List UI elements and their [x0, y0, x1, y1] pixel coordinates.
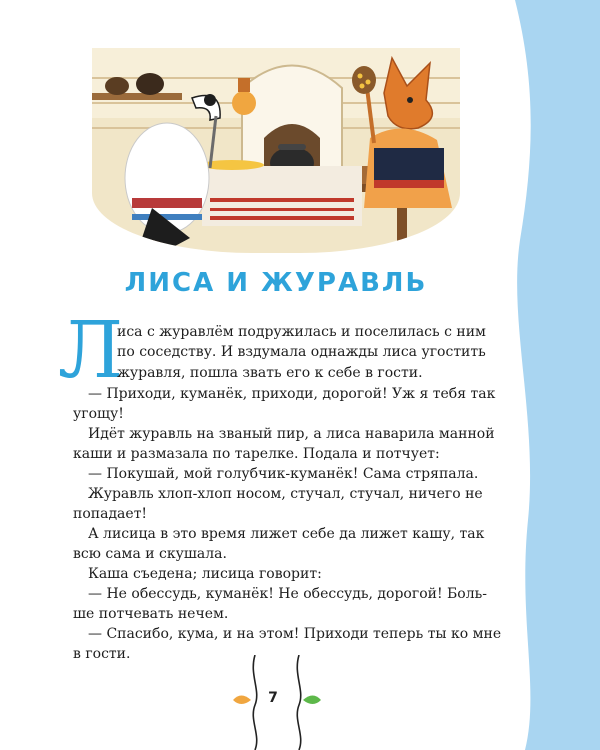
- story-line: Каша съедена; лисица говорит:: [88, 566, 322, 582]
- story-line: журавля, пошла звать его к себе в гости.: [117, 365, 423, 381]
- story-line: всю сама и скушала.: [73, 546, 227, 562]
- story-line: каши и размазала по тарелке. Подала и потчует:: [73, 446, 440, 462]
- decorative-side-band: [510, 0, 600, 750]
- story-line: — Приходи, куманёк, приходи, дорогой! Уж я тебя так: [88, 386, 496, 402]
- story-line: в гости.: [73, 646, 131, 662]
- story-line: — Спасибо, кума, и на этом! Приходи теперь ты ко мне: [88, 626, 502, 642]
- page-number: 7: [268, 690, 278, 706]
- story-line: попадает!: [73, 506, 148, 522]
- drop-cap: Л: [58, 306, 124, 396]
- story-line: угощу!: [73, 406, 124, 422]
- story-line: по соседству. И вздумала однажды лиса угостить: [117, 344, 486, 360]
- story-line: А лисица в это время лижет себе да лижет кашу, так: [88, 526, 485, 542]
- story-line: Журавль хлоп-хлоп носом, стучал, стучал, ничего не: [88, 486, 483, 502]
- story-line: ше потчевать нечем.: [73, 606, 229, 622]
- story-line: иса с журавлём подружилась и поселилась с ним: [117, 324, 486, 340]
- story-line: — Не обессудь, куманёк! Не обессудь, дорогой! Боль-: [88, 586, 487, 602]
- story-line: Идёт журавль на званый пир, а лиса наварила манной: [88, 426, 495, 442]
- story-illustration: [92, 48, 460, 253]
- page-number-ornament: [225, 655, 345, 750]
- story-title: ЛИСА И ЖУРАВЛЬ: [124, 268, 428, 298]
- story-line: — Покушай, мой голубчик-куманёк! Сама стряпала.: [88, 466, 479, 482]
